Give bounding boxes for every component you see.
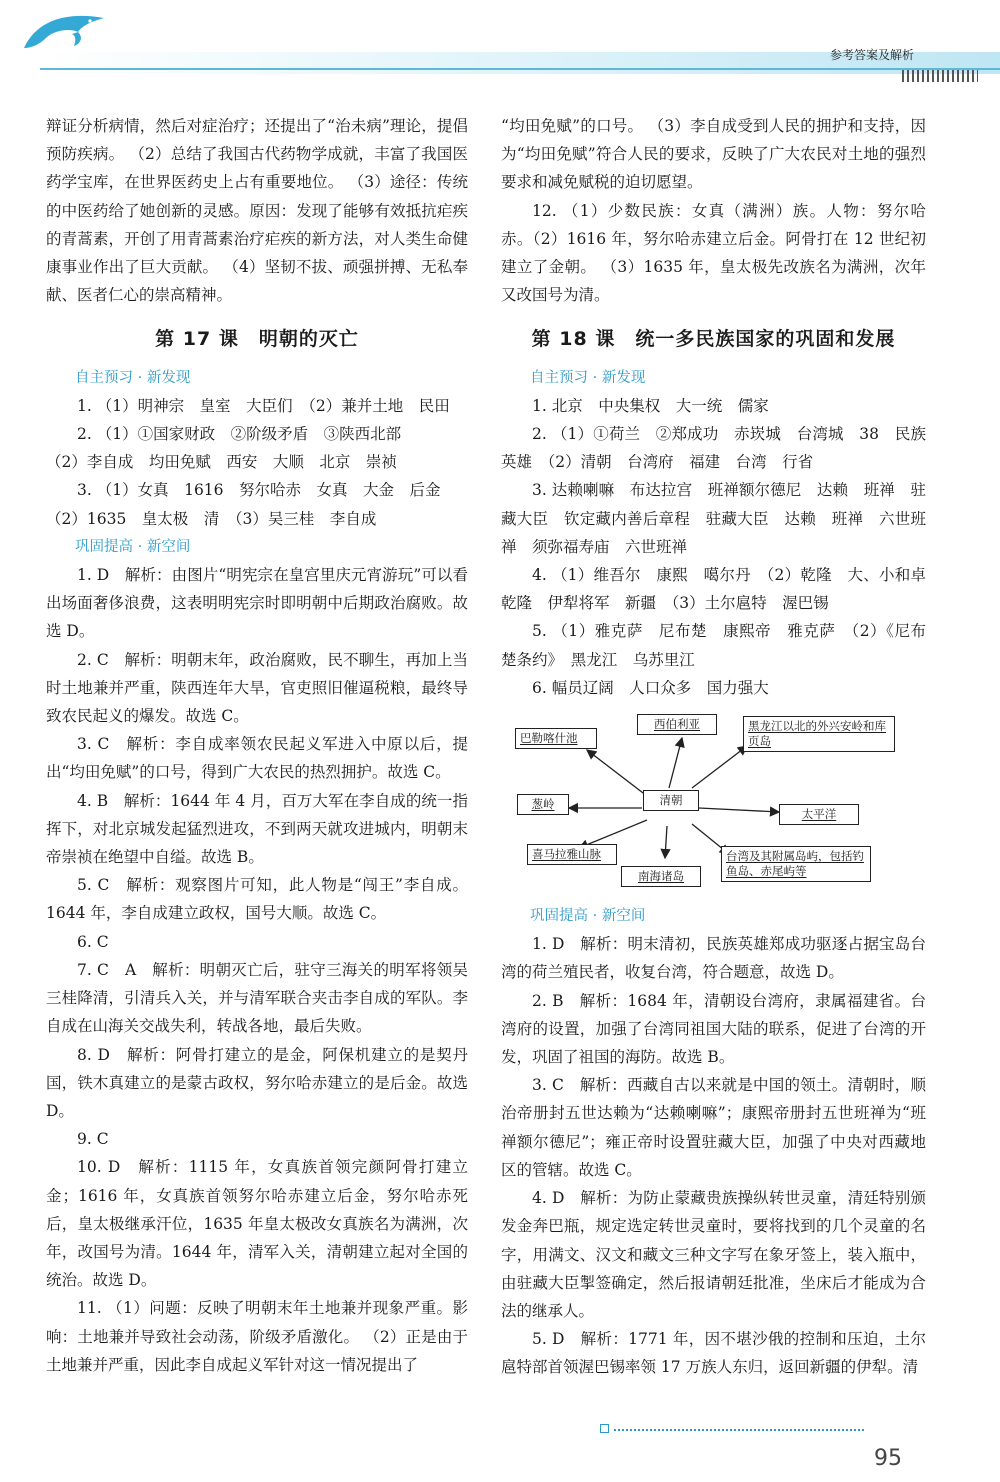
left-column [46, 112, 468, 1379]
page-number: 95 [874, 1446, 902, 1471]
header-rule [40, 68, 1000, 70]
diagram-node-siberia: 西伯利亚 [637, 714, 717, 735]
diagram-node-south-sea: 南海诸岛 [621, 866, 701, 887]
page-header [0, 0, 1000, 80]
preview-line: 6. 幅员辽阔 人口众多 国力强大 [532, 678, 769, 697]
answer-item: 12. （1）少数民族：女真（满洲）族。人物：努尔哈赤。（2）1616 年，努尔哈赤建立后金。阿骨打在 12 世纪初建立了金朝。 （3）1635 年，皇太极先改族名为满洲，次年又改国号为清。 [501, 201, 926, 305]
diagram-node-balkhash: 巴勒喀什池 [515, 728, 597, 749]
preview-line: （2）1635 皇太极 清 （3）吴三桂 李自成 [46, 509, 377, 528]
preview-line: （2）李自成 均田免赋 西安 大顺 北京 崇祯 [46, 453, 397, 472]
answer-item: 10. D 解析：1115 年，女真族首领完颜阿骨打建立金；1616 年，女真族首领努尔哈赤建立后金，努尔哈赤死后，皇太极继承汗位，1635 年皇太极改女真族名为满洲，次年，改国号为清。1644 年，清军入关，清朝建立起对全国的统治。故选 D。 [46, 1158, 468, 1290]
answer-item: 7. C A 解析：明朝灭亡后，驻守三海关的明军将领吴三桂降清，引清兵入关，并与清军联合夹击李自成的军队。李自成在山海关交战失利，转战各地，最后失败。 [46, 960, 468, 1036]
answer-item: 8. D 解析：阿骨打建立的是金，阿保机建立的是契丹国，铁木真建立的是蒙古政权，努尔哈赤建立的是后金。故选 D。 [46, 1045, 468, 1120]
diagram-node-pacific: 太平洋 [779, 804, 859, 825]
section-practice-heading: 巩固提高 · 新空间 [530, 908, 646, 925]
diagram-center-qing: 清朝 [643, 790, 699, 811]
answer-item: 1. D 解析：明末清初，民族英雄郑成功驱逐占据宝岛台湾的荷兰殖民者，收复台湾，符合题意，故选 D。 [501, 935, 926, 982]
footer-square-icon [600, 1424, 609, 1433]
answer-item: 5. D 解析：1771 年，因不堪沙俄的控制和压迫，土尔扈特部首领渥巴锡率领 17 万族人东归，返回新疆的伊犁。清 [501, 1330, 926, 1377]
answer-item: 9. C [77, 1130, 109, 1149]
answer-item: 4. B 解析：1644 年 4 月，百万大军在李自成的统一指挥下，对北京城发起猛烈进攻，不到两天就攻进城内，明朝末帝崇祯在绝望中自缢。故选 B。 [46, 791, 468, 867]
section-preview-heading: 自主预习 · 新发现 [530, 369, 646, 386]
right-column [501, 112, 942, 1382]
lesson-17-title: 第 17 课 明朝的灭亡 [155, 328, 359, 351]
answer-item: 2. B 解析：1684 年，清朝设台湾府，隶属福建省。台湾府的设置，加强了台湾同祖国大陆的联系，促进了台湾的开发，巩固了祖国的海防。故选 B。 [501, 991, 926, 1067]
lesson-18-title: 第 18 课 统一多民族国家的巩固和发展 [531, 328, 896, 351]
intro-paragraph: 辩证分析病情，然后对症治疗；还提出了“治未病”理论，提倡预防疾病。 （2）总结了我国古代药物学成就，丰富了我国医药学宝库，在世界医药史上占有重要地位。 （3）途径：传统的中医药给了她创新的灵感。原因：发现了能够有效抵抗疟疾的青蒿素，开创了用青蒿素治疗疟疾的新方法，对人类生命健康事业作出了巨大贡献。 （4）坚韧不拔、顽强拼搏、无私奉献、医者仁心的崇高精神。 [46, 117, 468, 305]
page-footer [600, 1420, 890, 1440]
preview-line: 2. （1）①国家财政 ②阶级矛盾 ③陕西北部 [77, 425, 402, 444]
dolphin-logo-icon [20, 8, 110, 58]
diagram-node-himalaya: 喜马拉雅山脉 [527, 844, 617, 865]
preview-line: 3. 达赖喇嘛 布达拉宫 班禅额尔德尼 达赖 班禅 驻藏大臣 钦定藏内善后章程 驻藏大臣 达赖 班禅 六世班禅 须弥福寿庙 六世班禅 [501, 481, 926, 556]
preview-line: 4. （1）维吾尔 康熙 噶尔丹 （2）乾隆 大、小和卓 乾隆 伊犁将军 新疆 （3）土尔扈特 渥巴锡 [501, 566, 942, 613]
footer-dotted-rule [614, 1429, 864, 1431]
answer-item: 4. D 解析：为防止蒙藏贵族操纵转世灵童，清廷特别颁发金奔巴瓶，规定选定转世灵童时，要将找到的几个灵童的名字，用满文、汉文和藏文三种文字写在象牙签上，装入瓶中，由驻藏大臣掣签确定，然后报请朝廷批准，坐床后才能成为合法的继承人。 [501, 1189, 926, 1320]
preview-line: 1. （1）明神宗 皇室 大臣们 （2）兼并土地 民田 [77, 396, 450, 415]
header-title: 参考答案及解析 [829, 48, 914, 62]
answer-item: 1. D 解析：由图片“明宪宗在皇宫里庆元宵游玩”可以看出场面奢侈浪费，这表明明宪宗时即明朝中后期政治腐败。故选 D。 [46, 566, 468, 641]
answer-item: 3. C 解析：西藏自古以来就是中国的领土。清朝时，顺治帝册封五世达赖为“达赖喇嘛”；康熙帝册封五世班禅为“班禅额尔德尼”；雍正帝时设置驻藏大臣，加强了中央对西藏地区的管辖。故选 C。 [501, 1076, 926, 1179]
section-preview-heading: 自主预习 · 新发现 [75, 369, 191, 386]
diagram-node-pamir: 葱岭 [517, 794, 569, 815]
preview-line: 2. （1）①荷兰 ②郑成功 赤崁城 台湾城 38 民族英雄 （2）清朝 台湾府 福建 台湾 行省 [501, 425, 926, 472]
answer-item: 3. C 解析：李自成率领农民起义军进入中原以后，提出“均田免赋”的口号，得到广大农民的热烈拥护。故选 C。 [46, 735, 468, 782]
answer-item: 2. C 解析：明朝末年，政治腐败，民不聊生，再加上当时土地兼并严重，陕西连年大旱，官吏照旧催逼税粮，最终导致农民起义的爆发。故选 C。 [46, 650, 468, 726]
diagram-node-taiwan: 台湾及其附属岛屿，包括钓鱼岛、赤尾屿等 [721, 846, 871, 882]
header-barcode [902, 70, 978, 82]
answer-item: 11. （1）问题：反映了明朝末年土地兼并现象严重。影响：土地兼并导致社会动荡，阶级矛盾激化。 （2）正是由于土地兼并严重，因此李自成起义军针对这一情况提出了 [46, 1299, 468, 1374]
diagram-node-heilongjiang: 黑龙江以北的外兴安岭和库页岛 [743, 716, 895, 752]
territory-diagram [497, 708, 922, 898]
preview-line: 1. 北京 中央集权 大一统 儒家 [532, 396, 769, 415]
continued-paragraph: “均田免赋”的口号。 （3）李自成受到人民的拥护和支持，因为“均田免赋”符合人民的要求，反映了广大农民对土地的强烈要求和减免赋税的迫切愿望。 [501, 117, 926, 192]
section-practice-heading: 巩固提高 · 新空间 [75, 538, 191, 555]
answer-item: 6. C [77, 932, 109, 951]
preview-line: 5. （1）雅克萨 尼布楚 康熙帝 雅克萨 （2）《尼布楚条约》 黑龙江 乌苏里江 [501, 622, 926, 669]
answer-item: 5. C 解析：观察图片可知，此人物是“闯王”李自成。1644 年，李自成建立政权，国号大顺。故选 C。 [46, 876, 468, 923]
preview-line: 3. （1）女真 1616 努尔哈赤 女真 大金 后金 [77, 481, 441, 500]
